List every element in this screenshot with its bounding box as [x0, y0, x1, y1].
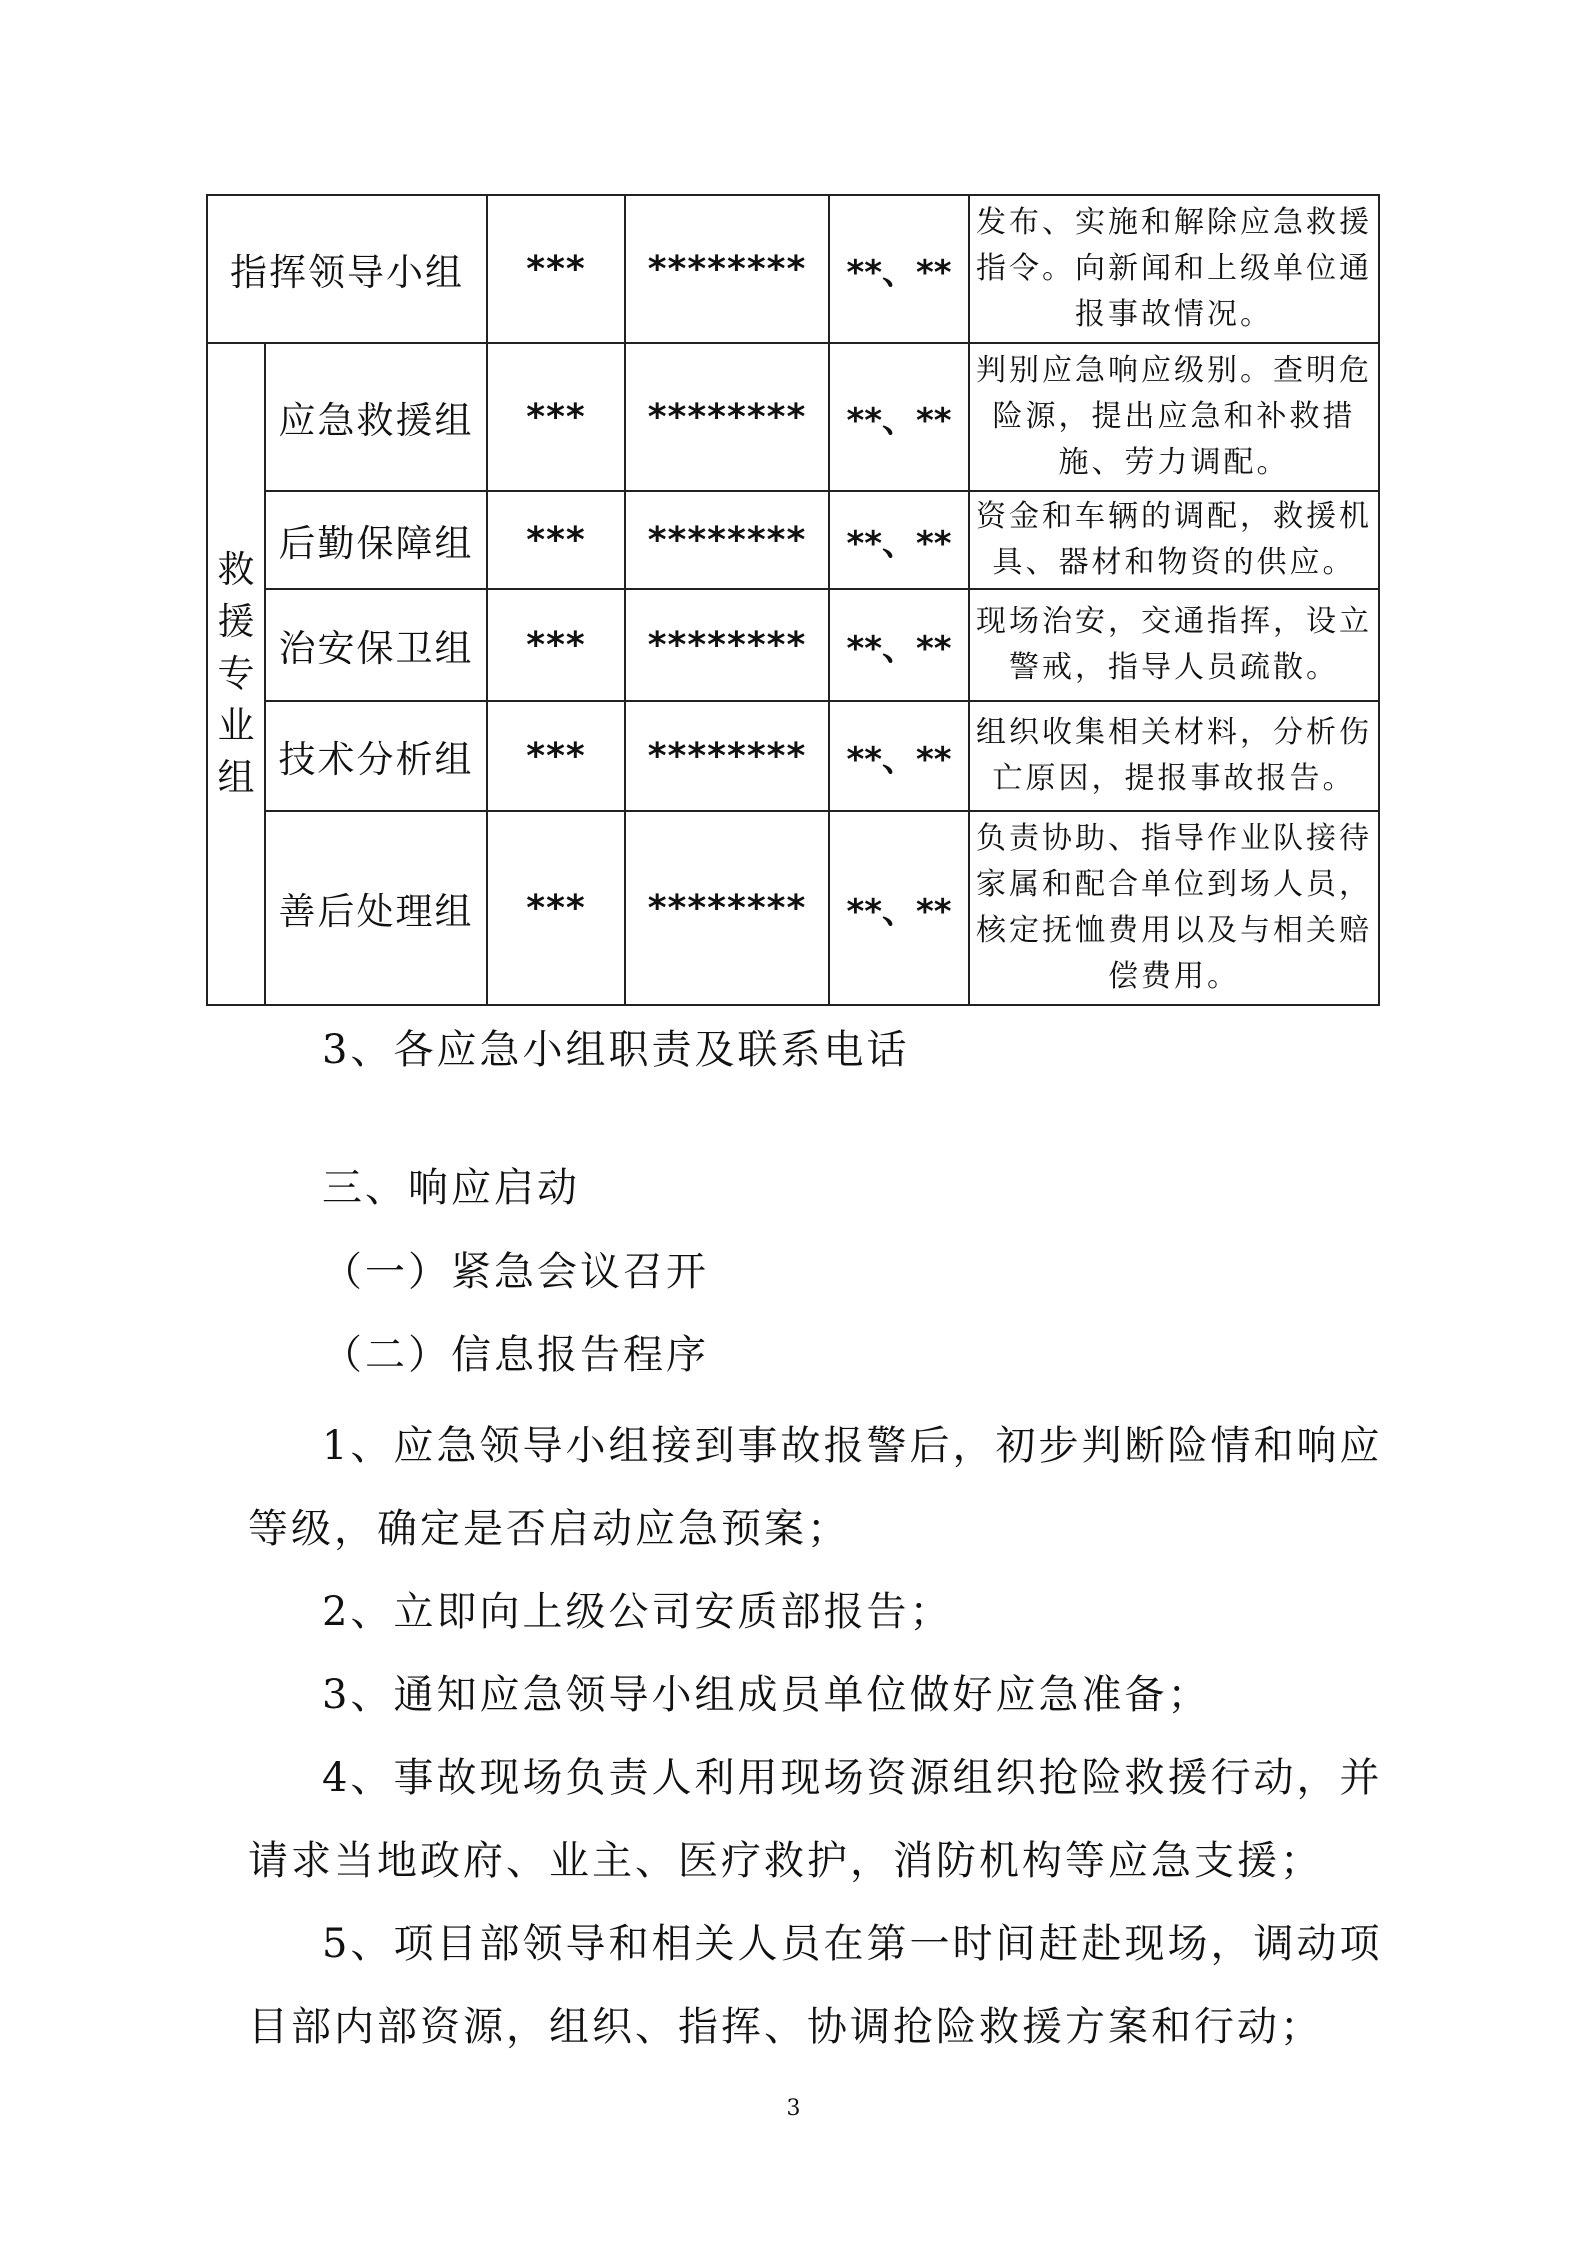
paragraph-line: 5、项目部领导和相关人员在第一时间赶赴现场，调动项 [322, 1921, 1383, 1967]
contact-names: **、** [829, 491, 969, 589]
contact-names: **、** [829, 343, 969, 491]
group-name: 善后处理组 [265, 811, 487, 1005]
emergency-group-table [206, 194, 1380, 1006]
paragraph-line: 2、立即向上级公司安质部报告； [322, 1589, 953, 1635]
duty-text: 判别应急响应级别。查明危险源，提出应急和补救措施、劳力调配。 [969, 343, 1379, 491]
duty-text: 负责协助、指导作业队接待家属和配合单位到场人员，核定抚恤费用以及与相关赔偿费用。 [969, 811, 1379, 1005]
table-row [207, 589, 1379, 701]
person-name: *** [487, 589, 625, 701]
person-name: *** [487, 811, 625, 1005]
group-name: 指挥领导小组 [207, 195, 487, 343]
table-row [207, 343, 1379, 491]
group-name: 技术分析组 [265, 701, 487, 811]
paragraph-line: 请求当地政府、业主、医疗救护，消防机构等应急支援； [248, 1838, 1323, 1884]
side-group-label: 救援专业组 [207, 343, 265, 1005]
phone-number: ******** [625, 343, 829, 491]
person-name: *** [487, 701, 625, 811]
phone-number: ******** [625, 701, 829, 811]
contact-names: **、** [829, 195, 969, 343]
duty-text: 资金和车辆的调配，救援机具、器材和物资的供应。 [969, 491, 1379, 589]
contact-names: **、** [829, 589, 969, 701]
paragraph-line: 等级，确定是否启动应急预案； [248, 1506, 850, 1552]
phone-number: ******** [625, 491, 829, 589]
table-caption: 3、各应急小组职责及联系电话 [322, 1027, 910, 1073]
phone-number: ******** [625, 811, 829, 1005]
duty-text: 组织收集相关材料，分析伤亡原因，提报事故报告。 [969, 701, 1379, 811]
person-name: *** [487, 491, 625, 589]
group-name: 治安保卫组 [265, 589, 487, 701]
phone-number: ******** [625, 589, 829, 701]
person-name: *** [487, 195, 625, 343]
contact-names: **、** [829, 811, 969, 1005]
table-row [207, 491, 1379, 589]
group-name: 后勤保障组 [265, 491, 487, 589]
person-name: *** [487, 343, 625, 491]
duty-text: 发布、实施和解除应急救援指令。向新闻和上级单位通报事故情况。 [969, 195, 1379, 343]
duty-text: 现场治安，交通指挥，设立警戒，指导人员疏散。 [969, 589, 1379, 701]
contact-names: **、** [829, 701, 969, 811]
paragraph-line: 1、应急领导小组接到事故报警后，初步判断险情和响应 [322, 1423, 1383, 1469]
group-name: 应急救援组 [265, 343, 487, 491]
paragraph-line: 目部内部资源，组织、指挥、协调抢险救援方案和行动； [248, 2004, 1323, 2050]
paragraph-line: 3、通知应急领导小组成员单位做好应急准备； [322, 1672, 1211, 1718]
subsection-heading: （二）信息报告程序 [322, 1332, 709, 1378]
subsection-heading: （一）紧急会议召开 [322, 1249, 709, 1295]
table-row [207, 811, 1379, 1005]
section-heading: 三、响应启动 [322, 1165, 580, 1211]
table-row [207, 195, 1379, 343]
table-row [207, 701, 1379, 811]
phone-number: ******** [625, 195, 829, 343]
page-number: 3 [786, 2096, 801, 2121]
paragraph-line: 4、事故现场负责人利用现场资源组织抢险救援行动，并 [322, 1755, 1383, 1801]
